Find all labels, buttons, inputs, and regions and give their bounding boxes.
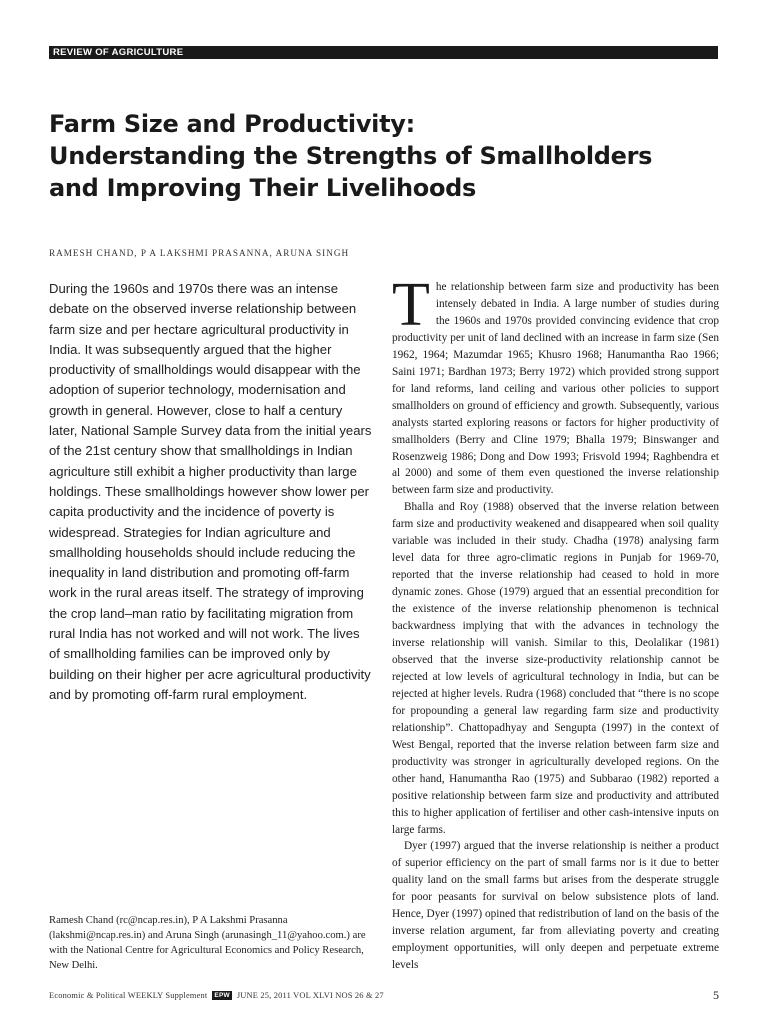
body-paragraph-1 [392, 271, 719, 499]
title-line-3: and Improving Their Livelihoods [49, 174, 477, 202]
footer-issue: JUNE 25, 2011 VOL XLVI NOS 26 & 27 [236, 991, 384, 1000]
footer-journal: Economic & Political WEEKLY Supplement [49, 991, 208, 1000]
abstract-text: During the 1960s and 1970s there was an intense debate on the observed inverse relationship between farm size and per hectare agricultural productivity in India. It was subsequently argued that the higher productivity of smallholdings would disappear with the adoption of superior technology, modernisation and growth in general. However, close to half a century later, National Sample Survey data from the initial years of the 21st century show that smallholdings in Indian agriculture still exhibit a higher productivity than large holdings. These smallholdings however show lower per capita productivity and the incidence of poverty is widespread. Strategies for Indian agriculture and smallholding households should include reducing the inequality in land distribution and promoting off-farm work in the rural areas itself. The strategy of improving the crop land–man ratio by facilitating migration from rural India has not worked and will not work. The lives of smallholding families can be improved only by building on their higher per acre agricultural productivity and by promoting off-farm rural employment. [49, 281, 372, 702]
author-affiliation [49, 913, 374, 973]
abstract [49, 279, 374, 705]
author-list: RAMESH CHAND, P A LAKSHMI PRASANNA, ARUNA SINGH [49, 248, 350, 258]
title-line-1: Farm Size and Productivity: [49, 110, 415, 138]
body-paragraph-3: Dyer (1997) argued that the inverse relationship is neither a product of superior efficiency on the part of small farms nor is it due to better quality land on the small farms but arises from the desperate struggle for poor peasants for survival on below subsistence plots of land. Hence, Dyer (1997) opined that redistribution of land on the basis of the inverse relation argument, far from alleviating poverty and creating employment opportunities, will only deepen and perpetuate extreme levels [392, 840, 719, 972]
body-paragraph-2: Bhalla and Roy (1988) observed that the inverse relation between farm size and productivity weakened and disappeared when soil quality variable was included in their study. Chadha (1978) analysing farm level data for three agro-climatic regions in Punjab for 1969-70, reported that the inverse relationship had ceased to hold in more dynamic zones. Ghose (1979) argued that an essential precondition for the existence of the inverse relationship phenomenon is technical backwardness implying that with the advances in technology the inverse relationship will vanish. Similar to this, Deolalikar (1981) observed that the inverse size-productivity relationship cannot be rejected at low levels of agricultural technology in India, but can be rejected at higher levels. Rudra (1968) concluded that “there is no scope for propounding a general law regarding farm size and productivity relationship”. Chattopadhyay and Sengupta (1997) in the context of West Bengal, reported that the inverse relation between farm size and productivity was stronger in agriculturally developed regions. On the other hand, Hanumantha Rao (1975) and Subbarao (1982) reported a positive relationship between farm size and productivity and attributed this to higher application of fertiliser and other cash-intensive inputs on large farms. [392, 501, 719, 836]
article-title [49, 108, 729, 204]
body-paragraph-1-text: he relationship between farm size and productivity has been intensely debated in India. A large number of studies during the 1960s and 1970s provided convincing evidence that crop productivity per unit of land declined with an increase in farm size (Sen 1962, 1964; Mazumdar 1965; Khusro 1968; Hanumantha Rao 1966; Saini 1971; Bardhan 1973; Berry 1972) which provided strong support for land reforms, land ceiling and various other policies to support smallholders on ground of efficiency and growth. Subsequently, various analysts started exploring reasons or factors for higher productivity of smallholders (Berry and Cline 1979; Bhalla 1979; Binswanger and Rosenzweig 1986; Dong and Dow 1993; Frisvold 1994; Raghbendra et al 2000) and some of them even questioned the inverse relationship between farm size and productivity. [392, 281, 719, 497]
epw-logo: EPW [214, 992, 230, 999]
page-number: 5 [713, 988, 719, 1002]
title-line-2: Understanding the Strengths of Smallholders [49, 142, 653, 170]
article-body [392, 271, 719, 974]
page-footer [49, 989, 719, 1003]
footer-publication [49, 991, 384, 1000]
drop-cap: T [392, 271, 430, 339]
affiliation-text: Ramesh Chand (rc@ncap.res.in), P A Lakshmi Prasanna (lakshmi@ncap.res.in) and Aruna Singh (arunasingh_11@yahoo.com.) are with the National Centre for Agricultural Economics and Policy Research, New Delhi. [49, 915, 366, 971]
section-label: REVIEW OF AGRICULTURE [49, 46, 718, 59]
